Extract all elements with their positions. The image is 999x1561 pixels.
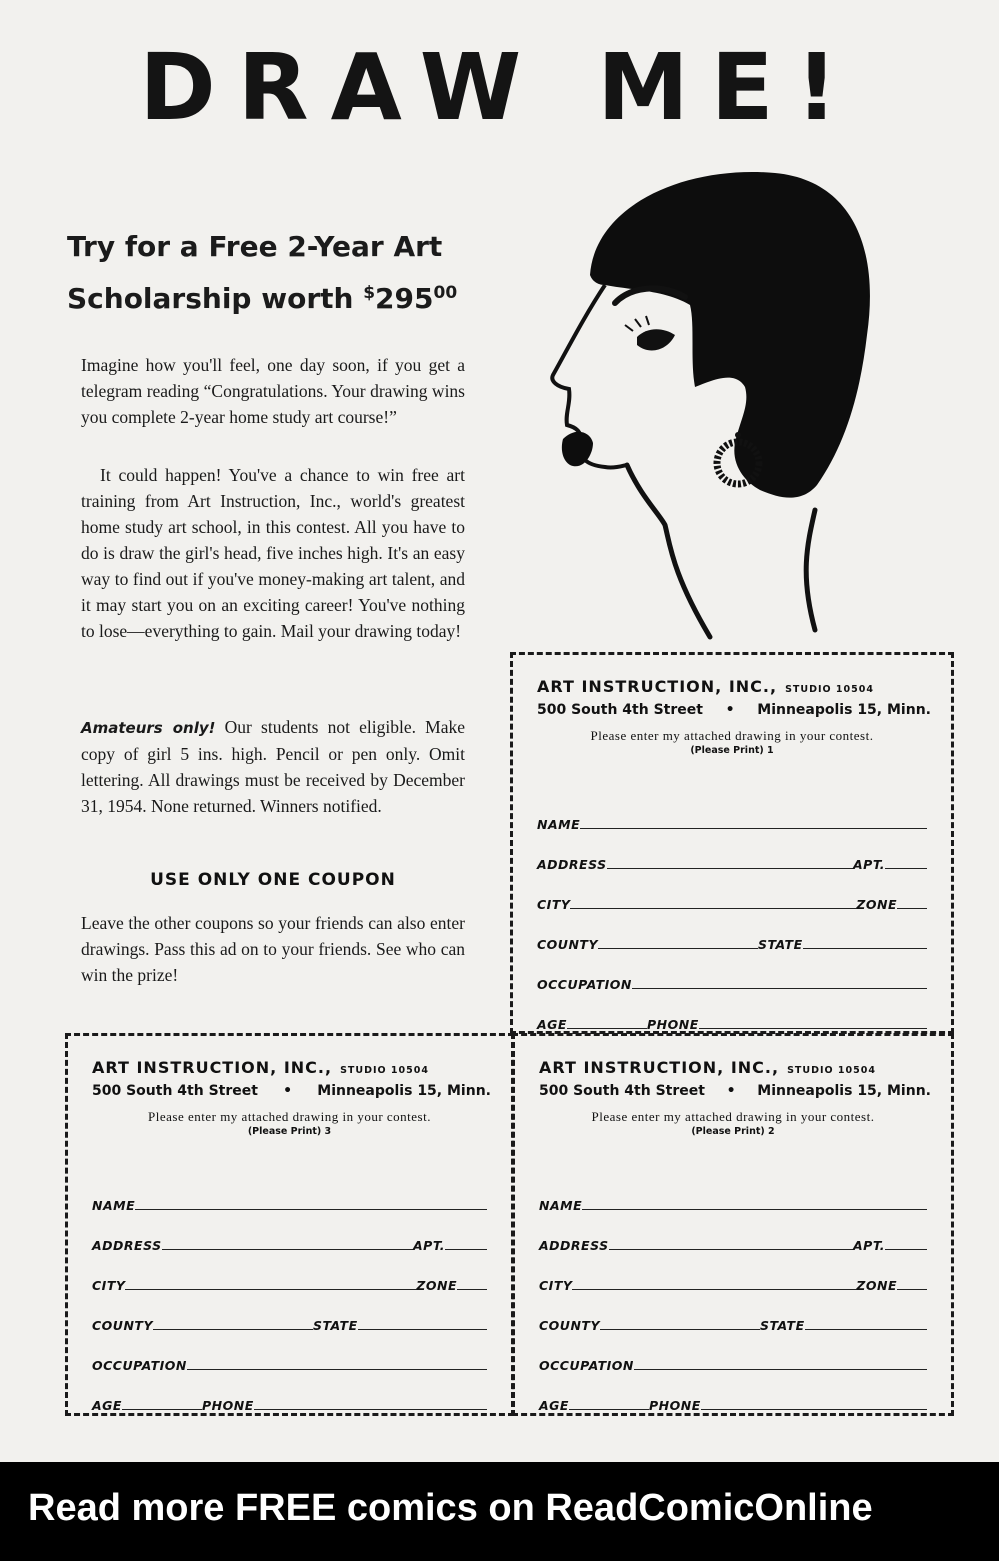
street: 500 South 4th Street	[537, 702, 703, 718]
county-label: COUNTY	[92, 1318, 153, 1333]
zone-label: ZONE	[856, 1278, 897, 1293]
company-name: ART INSTRUCTION, INC.,	[539, 1058, 780, 1077]
apt-field[interactable]	[885, 854, 927, 869]
name-label: NAME	[537, 817, 581, 832]
phone-field[interactable]	[701, 1395, 927, 1410]
headline-line2	[67, 270, 527, 322]
street: 500 South 4th Street	[92, 1083, 258, 1099]
coupon-note: Please enter my attached drawing in your contest.	[591, 1109, 875, 1124]
zone-label: ZONE	[416, 1278, 457, 1293]
age-field[interactable]	[567, 1014, 647, 1029]
coupon-note: Please enter my attached drawing in your contest.	[148, 1109, 431, 1124]
city-line: Minneapolis 15, Minn.	[757, 1083, 931, 1099]
age-label: AGE	[537, 1017, 567, 1032]
city-label: CITY	[92, 1278, 126, 1293]
phone-label: PHONE	[648, 1398, 701, 1413]
share-paragraph	[81, 910, 465, 988]
company-name: ART INSTRUCTION, INC.,	[537, 677, 778, 696]
name-label: NAME	[539, 1198, 583, 1213]
bullet: •	[725, 702, 735, 718]
dollar-sign: $	[363, 283, 376, 303]
coupon-company	[92, 1058, 491, 1077]
coupon-1[interactable]	[510, 652, 954, 1034]
bullet: •	[283, 1083, 293, 1099]
coupon-number: 3	[324, 1126, 332, 1137]
use-only-heading: USE ONLY ONE COUPON	[150, 870, 396, 890]
coupon-print-label	[525, 1126, 941, 1137]
scholarship-amount: 295	[375, 282, 434, 315]
phone-field[interactable]	[254, 1395, 487, 1410]
coupon-2[interactable]	[512, 1033, 954, 1416]
footer-banner[interactable]	[0, 1462, 999, 1561]
name-label: NAME	[92, 1198, 136, 1213]
coupon-fields	[537, 792, 927, 1032]
county-field[interactable]	[153, 1315, 313, 1330]
bullet: •	[726, 1083, 736, 1099]
occupation-label: OCCUPATION	[539, 1358, 634, 1373]
coupon-company	[537, 677, 931, 696]
girl-head-illustration	[545, 165, 885, 640]
headline-line1: Try for a Free 2-Year Art	[67, 230, 443, 263]
name-field[interactable]	[582, 1195, 927, 1210]
coupon-print-label	[523, 745, 941, 756]
print-label: (Please Print)	[247, 1126, 322, 1137]
address-field[interactable]	[609, 1235, 853, 1250]
coupon-fields	[92, 1173, 487, 1413]
intro-text: Imagine how you'll feel, one day soon, if you get a telegram reading “Congratulations. Your drawing wins you complete 2-year home study art course!”	[81, 355, 465, 427]
name-field[interactable]	[135, 1195, 487, 1210]
page-title: DRAW ME!	[139, 34, 860, 141]
age-label: AGE	[539, 1398, 569, 1413]
city-field[interactable]	[570, 894, 856, 909]
zone-field[interactable]	[897, 894, 927, 909]
zone-field[interactable]	[897, 1275, 927, 1290]
city-label: CITY	[537, 897, 571, 912]
coupon-print-label	[78, 1126, 501, 1137]
county-field[interactable]	[598, 934, 758, 949]
address-label: ADDRESS	[537, 857, 607, 872]
occupation-label: OCCUPATION	[537, 977, 632, 992]
print-label: (Please Print)	[691, 1126, 765, 1137]
studio-number: STUDIO 10504	[785, 684, 874, 695]
intro-paragraph	[81, 352, 465, 430]
street: 500 South 4th Street	[539, 1083, 705, 1099]
coupon-number: 2	[768, 1126, 775, 1137]
state-label: STATE	[758, 937, 803, 952]
coupon-address	[537, 702, 931, 718]
address-field[interactable]	[607, 854, 853, 869]
rules-rest: Our students not eligible. Make copy of girl 5 ins. high. Pencil or pen only. Omit lettering. All drawings must be received by December 31, 1954. None returned. Winners notified.	[81, 717, 465, 816]
contest-paragraph	[81, 462, 465, 644]
county-label: COUNTY	[539, 1318, 600, 1333]
occupation-field[interactable]	[634, 1355, 927, 1370]
rules-paragraph	[81, 714, 465, 819]
occupation-field[interactable]	[187, 1355, 487, 1370]
state-label: STATE	[760, 1318, 805, 1333]
occupation-field[interactable]	[632, 974, 927, 989]
coupon-number: 1	[767, 745, 774, 756]
share-text: Leave the other coupons so your friends can also enter drawings. Pass this ad on to your friends. See who can win the prize!	[81, 913, 465, 985]
address-label: ADDRESS	[539, 1238, 609, 1253]
contest-text: It could happen! You've a chance to win free art training from Art Instruction, Inc., world's greatest home study art school, in this contest. All you have to do is draw the girl's head, five inches high. It's an easy way to find out if you've money-making art talent, and it may start you on an exciting career! You've nothing to lose—everything to gain. Mail your drawing today!	[81, 465, 465, 641]
rules-text	[81, 714, 465, 819]
phone-field[interactable]	[699, 1014, 927, 1029]
state-field[interactable]	[358, 1315, 487, 1330]
city-line: Minneapolis 15, Minn.	[757, 702, 931, 718]
rules-lead: Amateurs only!	[81, 719, 216, 737]
city-field[interactable]	[125, 1275, 416, 1290]
city-label: CITY	[539, 1278, 573, 1293]
coupon-3[interactable]	[65, 1033, 514, 1416]
headline-line2-text: Scholarship worth	[67, 282, 364, 315]
studio-number: STUDIO 10504	[340, 1065, 429, 1076]
coupon-address	[539, 1083, 931, 1099]
age-field[interactable]	[569, 1395, 649, 1410]
address-label: ADDRESS	[92, 1238, 162, 1253]
coupon-address	[92, 1083, 491, 1099]
phone-label: PHONE	[201, 1398, 254, 1413]
city-line: Minneapolis 15, Minn.	[317, 1083, 491, 1099]
headline	[67, 224, 527, 322]
state-label: STATE	[313, 1318, 358, 1333]
zone-label: ZONE	[856, 897, 897, 912]
apt-field[interactable]	[445, 1235, 487, 1250]
phone-label: PHONE	[646, 1017, 699, 1032]
scholarship-cents: 00	[433, 283, 458, 303]
age-label: AGE	[92, 1398, 122, 1413]
studio-number: STUDIO 10504	[787, 1065, 876, 1076]
apt-label: APT.	[853, 857, 885, 872]
age-field[interactable]	[122, 1395, 202, 1410]
footer-text[interactable]: Read more FREE comics on ReadComicOnline	[28, 1487, 873, 1529]
print-label: (Please Print)	[690, 745, 764, 756]
occupation-label: OCCUPATION	[92, 1358, 187, 1373]
coupon-fields	[539, 1173, 927, 1413]
coupon-company	[539, 1058, 931, 1077]
coupon-note: Please enter my attached drawing in your contest.	[590, 728, 874, 743]
county-label: COUNTY	[537, 937, 598, 952]
apt-label: APT.	[413, 1238, 445, 1253]
zone-field[interactable]	[457, 1275, 487, 1290]
company-name: ART INSTRUCTION, INC.,	[92, 1058, 333, 1077]
state-field[interactable]	[805, 1315, 927, 1330]
apt-label: APT.	[853, 1238, 885, 1253]
apt-field[interactable]	[885, 1235, 927, 1250]
county-field[interactable]	[600, 1315, 760, 1330]
address-field[interactable]	[162, 1235, 413, 1250]
name-field[interactable]	[580, 814, 927, 829]
city-field[interactable]	[572, 1275, 856, 1290]
state-field[interactable]	[803, 934, 927, 949]
